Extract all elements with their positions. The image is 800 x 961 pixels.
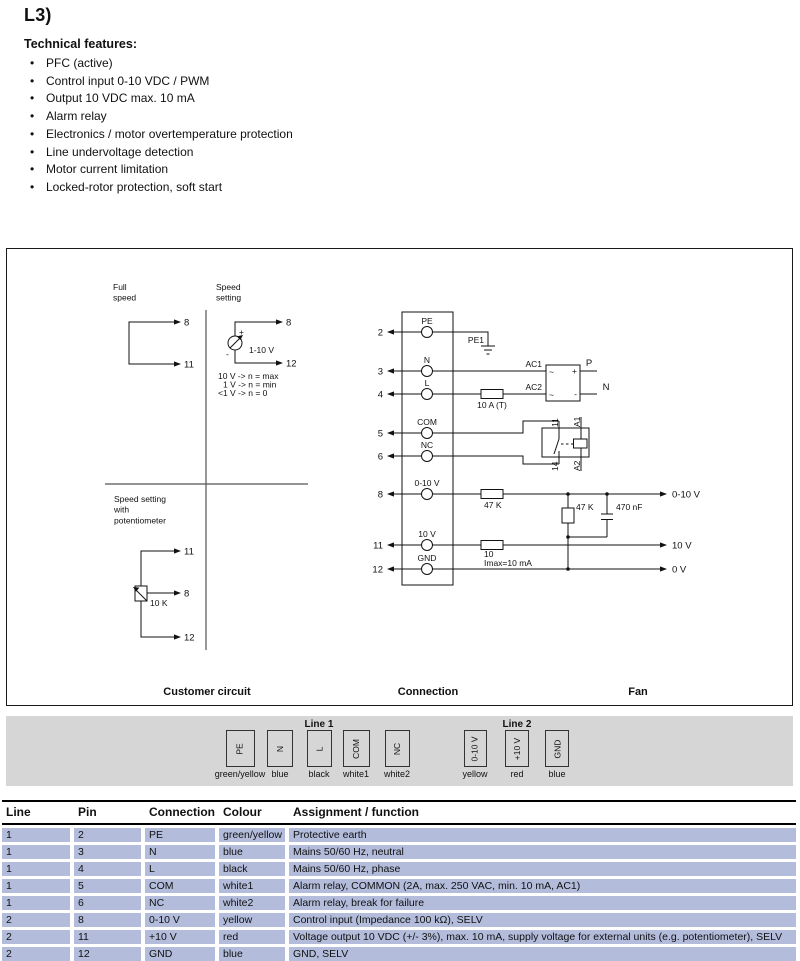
header-pin: Pin [78,805,97,819]
line2-label: Line 2 [502,719,532,730]
fuse-label: 10 A (T) [476,399,507,410]
fuse-icon [481,389,503,398]
pin-number: 12 [371,564,383,575]
bullet-icon: • [30,162,35,177]
pin-number: 11 [372,540,383,551]
terminal-l [377,378,432,401]
bullet-icon: • [30,144,35,159]
connector-label: COM [351,738,361,759]
cell-line: 2 [2,930,70,944]
table-row [2,879,796,893]
connector-colour: white1 [342,769,369,779]
terminal-com [377,417,436,440]
header-assignment: Assignment / function [293,805,419,819]
connector-label: GND [551,739,562,758]
arrow-icon [276,360,283,365]
table-row [2,896,796,910]
cell-connection: 0-10 V [145,913,215,927]
connector-label: +10 V [512,737,523,760]
full-speed-label: Full speed [112,281,136,303]
tilde-sign: ~ [548,389,554,400]
output-10v-label: 10 V [671,540,692,551]
cell-pin: 12 [74,947,141,961]
pin-number: 12 [285,358,297,369]
arrow-icon [660,491,667,496]
cell-pin: 2 [74,828,141,842]
output-0-10v-label: 0-10 V [671,489,700,500]
cell-pin: 4 [74,862,141,876]
alarm-relay [432,416,589,471]
feature-text: Alarm relay [46,109,107,124]
pot-value-label: 10 K [149,597,167,608]
ground-line [432,564,686,575]
cell-line: 1 [2,828,70,842]
relay-14-label: 14 [549,461,560,471]
cell-connection: NC [145,896,215,910]
pin-number: 8 [285,317,291,328]
resistor-icon [481,489,503,498]
cell-colour: red [219,930,285,944]
cell-connection: PE [145,828,215,842]
arrow-icon [276,319,283,324]
cell-line: 2 [2,913,70,927]
cell-assignment: Mains 50/60 Hz, neutral [289,845,796,859]
pin-number: 8 [377,489,383,500]
arrow-icon [174,361,181,366]
terminal-gnd [372,553,436,576]
arrow-icon [174,319,181,324]
terminal-label: PE [420,315,433,326]
technical-features [24,37,293,197]
cell-colour: black [219,862,285,876]
pin-number: 11 [183,359,194,370]
fan-n-label: N [602,381,609,393]
cell-assignment: Alarm relay, break for failure [289,896,796,910]
feature-text: Motor current limitation [46,162,169,177]
cell-colour: green/yellow [219,828,285,842]
relay-a1-label: A1 [571,416,582,427]
terminal-circle [421,388,432,399]
potentiometer-circuit [113,494,195,644]
cell-colour: white2 [219,896,285,910]
header-line: Line [6,805,31,819]
cell-assignment: Alarm relay, COMMON (2A, max. 250 VAC, min. 10 mA, AC1) [289,879,796,893]
speed-setting-circuit [216,282,297,398]
minus-sign: - [225,348,229,359]
fan-p-label: P [585,357,592,369]
junction-dot [566,567,570,571]
arrow-icon [387,453,394,458]
terminal-label: GND [417,552,436,563]
bullet-icon: • [30,109,35,124]
cell-pin: 11 [74,930,141,944]
table-row [2,930,796,944]
connector-strip [6,716,793,786]
table-row [2,947,796,961]
terminal-circle [421,488,432,499]
note-line: 10 V -> n = max [217,370,278,381]
pin-number: 4 [377,389,383,400]
cell-assignment: Mains 50/60 Hz, phase [289,862,796,876]
connector-box [385,730,410,767]
ac2-label: AC2 [524,381,542,392]
section-customer-circuit: Customer circuit [162,685,251,698]
bullet-icon: • [30,56,35,70]
pin-number: 11 [183,546,194,557]
feature-text: PFC (active) [46,56,113,70]
terminal-circle [421,365,432,376]
connector-label: PE [235,742,245,755]
cell-connection: N [145,845,215,859]
feature-item [24,73,293,91]
feature-item [24,161,293,179]
feature-text: Control input 0-10 VDC / PWM [46,73,210,88]
series-resistor-label: 47 K [483,499,501,510]
table-header-row [2,800,796,825]
terminal-nc [377,440,432,463]
imax-label: Imax=10 mA [483,557,532,568]
pe-ground [432,332,495,354]
output-resistor-label: 10 [483,548,493,559]
arrow-icon [387,491,394,496]
terminal-n [377,355,432,378]
terminal-0-10v [377,478,439,501]
connector-colour: black [308,769,330,779]
filter-resistor-icon [562,508,574,523]
arrow-icon [387,430,394,435]
cell-assignment: Voltage output 10 VDC (+/- 3%), max. 10 mA, supply voltage for external units (e.g. potentiometer), SELV [289,930,796,944]
capacitor-label: 470 nF [615,501,642,512]
tilde-sign: ~ [548,366,554,377]
pin-number: 8 [183,317,189,328]
cell-pin: 3 [74,845,141,859]
connector-nc [357,730,437,779]
section-fan: Fan [627,685,648,698]
arrow-icon [174,634,181,639]
supply-line [432,540,692,568]
wiring-diagram-box [6,248,793,706]
terminal-label: N [423,354,430,365]
cell-assignment: Control input (Impedance 100 kΩ), SELV [289,913,796,927]
cell-pin: 8 [74,913,141,927]
connector-colour: yellow [462,769,488,779]
pin-number: 5 [377,428,383,439]
cell-colour: blue [219,845,285,859]
terminal-label: L [424,377,429,388]
arrow-icon [174,590,181,595]
full-speed-circuit [113,282,194,371]
filter-resistor-label: 47 K [575,501,593,512]
feature-item [24,90,293,108]
cell-line: 1 [2,896,70,910]
note-line: 1 V -> n = min [222,379,276,389]
table-row [2,845,796,859]
terminal-circle [421,450,432,461]
terminal-label: COM [416,416,437,427]
feature-text: Locked-rotor protection, soft start [46,179,223,194]
page-title: L3) [24,5,52,25]
wire-nc [432,456,559,464]
arrow-icon [387,391,394,396]
table-row [2,828,796,842]
speed-setting-label: Speed setting [215,281,241,303]
relay-a2-label: A2 [571,460,582,471]
relay-11-label: 11 [549,417,560,427]
pin-number: 6 [377,451,383,462]
cell-colour: blue [219,947,285,961]
cell-connection: L [145,862,215,876]
terminal-10v [373,529,436,552]
arrow-icon [387,542,394,547]
ac1-label: AC1 [524,358,542,369]
terminal-circle [421,427,432,438]
mains-to-rectifier [432,358,609,410]
arrow-icon [660,542,667,547]
cell-assignment: GND, SELV [289,947,796,961]
full-speed-wire [129,322,174,364]
cell-colour: white1 [219,879,285,893]
terminal-circle [421,563,432,574]
wiring-diagram [6,248,793,706]
bullet-icon: • [30,73,35,88]
connector-box [545,730,569,767]
cell-pin: 5 [74,879,141,893]
cell-pin: 6 [74,896,141,910]
connector-label: N [274,745,285,752]
pin-number: 12 [183,632,195,643]
pin-number: 8 [183,588,189,599]
connector-colour: green/yellow [214,769,266,779]
connector-label: L [313,746,324,751]
terminal-label: 0-10 V [413,477,440,488]
bullet-icon: • [30,179,35,194]
feature-text: Line undervoltage detection [46,144,194,159]
cell-connection: COM [145,879,215,893]
feature-item [24,126,293,144]
line1-label: Line 1 [304,719,334,730]
cell-line: 1 [2,879,70,893]
control-line [432,489,700,569]
cell-assignment: Protective earth [289,828,796,842]
arrow-icon [174,548,181,553]
plus-sign: + [238,326,244,337]
pin-number: 2 [377,327,383,338]
arrow-icon [660,566,667,571]
connector-colour: blue [548,769,566,779]
connector-label: NC [392,742,402,755]
note-line: <1 V -> n = 0 [217,387,267,398]
minus-sign: - [573,388,577,399]
feature-text: Output 10 VDC max. 10 mA [46,91,195,106]
table-row [2,862,796,876]
arrow-icon [387,368,394,373]
section-connection: Connection [397,685,458,698]
source-range-label: 1-10 V [248,344,274,355]
cell-line: 1 [2,845,70,859]
terminal-circle [421,326,432,337]
feature-item [24,55,293,73]
connector-colour: red [510,769,524,779]
header-colour: Colour [223,805,262,819]
connector-gnd [517,730,597,779]
plus-sign: + [571,365,577,376]
connector-label: 0-10 V [470,735,481,762]
terminal-circle [421,539,432,550]
arrow-icon [387,566,394,571]
feature-text: Electronics / motor overtemperature protection [46,126,293,141]
features-title: Technical features: [24,37,138,51]
feature-item [24,144,293,162]
terminal-pe [377,316,432,339]
cell-connection: GND [145,947,215,961]
pin-assignment-table [2,800,796,961]
terminal-label: NC [420,439,433,450]
cell-colour: yellow [219,913,285,927]
contact-blade [554,439,559,454]
bullet-icon: • [30,91,35,106]
cell-line: 2 [2,947,70,961]
header-connection: Connection [149,805,215,819]
cell-line: 1 [2,862,70,876]
connector-colour: blue [271,769,289,779]
wire-com [432,421,559,433]
arrow-icon [387,329,394,334]
bullet-icon: • [30,126,35,141]
pin-number: 3 [377,366,383,377]
potentiometer-label: Speed setting with potentiometer [113,493,166,525]
connector-colour: white2 [383,769,410,779]
cell-connection: +10 V [145,930,215,944]
table-row [2,913,796,927]
terminal-label: 10 V [417,528,436,539]
feature-item [24,108,293,126]
feature-item [24,179,293,197]
relay-coil-icon [573,439,587,448]
output-0v-label: 0 V [671,564,686,575]
pe1-label: PE1 [467,334,484,345]
